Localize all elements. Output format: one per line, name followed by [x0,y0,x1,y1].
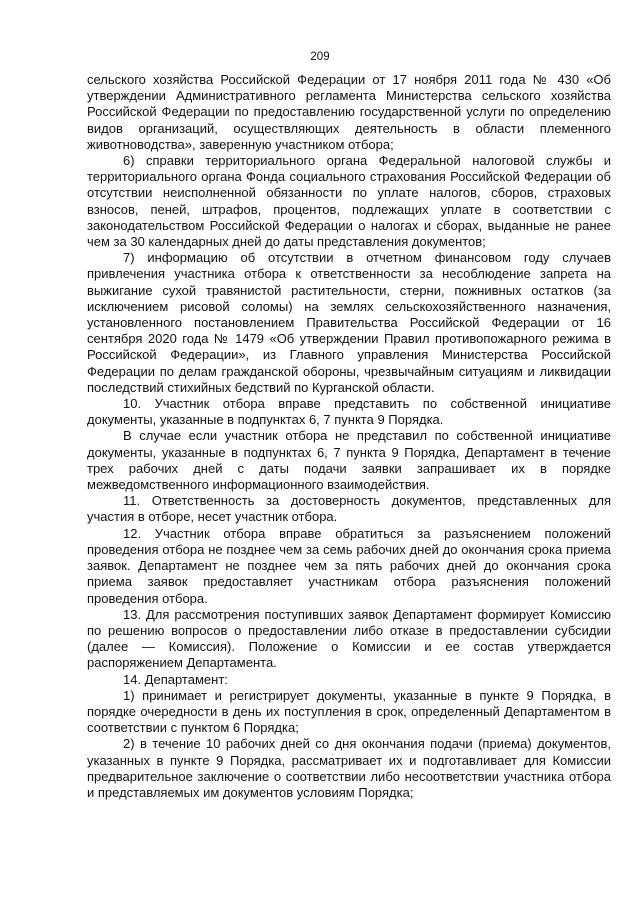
paragraph: 2) в течение 10 рабочих дней со дня окончания подачи (приема) документов, указанных в пункте 9 Порядка, рассматривает их и подготавливает для Комиссии предварительное заключение о соответствии либо несоответствии участника отбора и представляемых им документов условиям Порядка; [87,736,611,800]
page-number: 209 [310,51,330,63]
paragraph: 7) информацию об отсутствии в отчетном финансовом году случаев привлечения участника отбора к ответственности за несоблюдение запрета на выжигание сухой травянистой растительности, стерни, пожнивных остатков (за исключением рисовой соломы) на землях сельскохозяйственного назначения, установленного постановлением Правительства Российской Федерации от 16 сентября 2020 года № 1479 «Об утверждении Правил противопожарного режима в Российской Федерации», из Главного управления Министерства Российской Федерации по делам гражданской обороны, чрезвычайным ситуациям и ликвидации последствий стихийных бедствий по Курганской области. [87,250,611,395]
paragraph: 1) принимает и регистрирует документы, указанные в пункте 9 Порядка, в порядке очередности в день их поступления в срок, определенный Департаментом в соответствии с пунктом 6 Порядка; [87,687,611,736]
paragraph: 10. Участник отбора вправе представить по собственной инициативе документы, указанные в подпунктах 6, 7 пункта 9 Порядка. [87,396,611,428]
paragraph: В случае если участник отбора не представил по собственной инициативе документы, указанные в подпунктах 6, 7 пункта 9 Порядка, Департамент в течение трех рабочих дней с даты подачи заявки запрашивает их в порядке межведомственного информационного взаимодействия. [87,428,611,493]
paragraph: 13. Для рассмотрения поступивших заявок Департамент формирует Комиссию по решению вопросов о предоставлении либо отказе в предоставлении субсидии (далее — Комиссия). Положение о Комиссии и ее состав утверждается распоряжением Департамента. [87,606,611,671]
body-text [87,72,611,801]
paragraph: сельского хозяйства Российской Федерации от 17 ноября 2011 года № 430 «Об утверждении Административного регламента Министерства сельского хозяйства Российской Федерации по предоставлению государственной услуги по определению видов организаций, осуществляющих деятельность в области племенного животноводства», заверенную участником отбора; [87,72,611,152]
paragraph: 14. Департамент: [123,671,228,687]
paragraph: 12. Участник отбора вправе обратиться за разъяснением положений проведения отбора не позднее чем за семь рабочих дней до окончания срока приема заявок. Департамент не позднее чем за пять рабочих дней до окончания срока приема заявок предоставляет участникам отбора разъяснения положений проведения отбора. [87,525,611,606]
paragraph: 6) справки территориального органа Федеральной налоговой службы и территориального органа Фонда социального страхования Российской Федерации об отсутствии неисполненной обязанности по уплате налогов, сборов, страховых взносов, пеней, штрафов, процентов, подлежащих уплате в соответствии с законодательством Российской Федерации о налогах и сборах, выданные не ранее чем за 30 календарных дней до даты представления документов; [87,153,611,250]
paragraph: 11. Ответственность за достоверность документов, представленных для участия в отборе, несет участник отбора. [87,493,611,525]
